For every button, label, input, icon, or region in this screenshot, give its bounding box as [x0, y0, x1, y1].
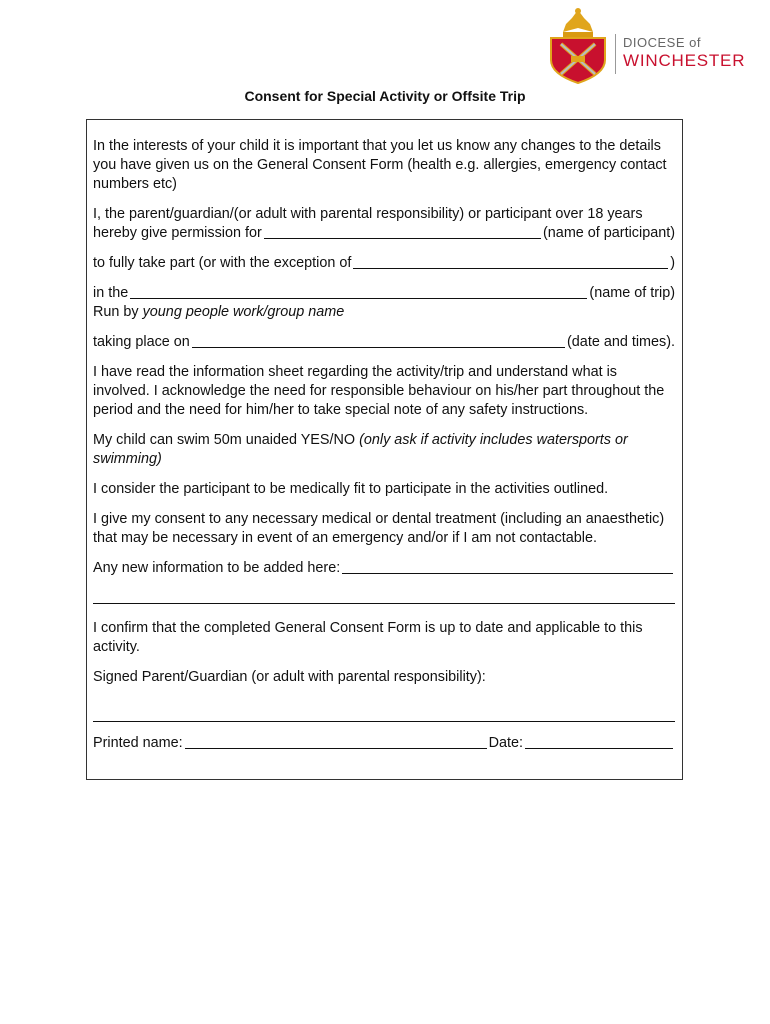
- trip-suffix: (name of trip): [589, 285, 675, 301]
- new-info-field-line2[interactable]: [93, 589, 675, 604]
- taking-place-prefix: taking place on: [93, 334, 190, 350]
- trip-prefix: in the: [93, 285, 129, 301]
- exception-row: [93, 254, 675, 273]
- trip-name-field[interactable]: [130, 284, 587, 299]
- permission-prefix: hereby give permission for: [93, 225, 262, 241]
- medically-fit-text: I consider the participant to be medically fit to participate in the activities outlined.: [93, 481, 609, 497]
- trip-block: [93, 284, 675, 322]
- signature-field[interactable]: [93, 707, 675, 722]
- printed-name-field[interactable]: [185, 734, 487, 749]
- date-times-field[interactable]: [192, 333, 565, 348]
- diocese-logo: [547, 8, 747, 88]
- exception-suffix: ): [670, 255, 675, 271]
- info-sheet-text: I have read the information sheet regarding the activity/trip and understand what is involved. I acknowledge the need for responsible behaviour on his/her part throughout the period and the need for him/her to take special note of any safety instructions.: [93, 364, 665, 418]
- exception-field[interactable]: [353, 254, 668, 269]
- logo-line2: WINCHESTER: [623, 51, 746, 70]
- new-info-field[interactable]: [342, 559, 673, 574]
- taking-place-suffix: (date and times).: [567, 334, 675, 350]
- consent-treatment-text: I give my consent to any necessary medical or dental treatment (including an anaesthetic) that may be necessary in event of an emergency and/or if I am not contactable.: [93, 511, 665, 546]
- date-label: Date:: [488, 735, 523, 751]
- new-info-row: [93, 559, 675, 578]
- page-title: Consent for Special Activity or Offsite Trip: [244, 88, 526, 104]
- trip-row: [93, 284, 675, 303]
- exception-prefix: to fully take part (or with the exception of: [93, 255, 352, 271]
- signed-label: Signed Parent/Guardian (or adult with parental responsibility):: [93, 669, 486, 685]
- confirm-text: I confirm that the completed General Consent Form is up to date and applicable to this activity.: [93, 620, 643, 655]
- run-by-group: young people work/group name: [142, 304, 345, 320]
- permission-suffix: (name of participant): [543, 225, 675, 241]
- swim-question: My child can swim 50m unaided YES/NO: [93, 432, 356, 448]
- swim-text: [93, 431, 675, 469]
- logo-divider: [615, 34, 616, 74]
- participant-name-field[interactable]: [264, 224, 541, 239]
- date-field[interactable]: [525, 734, 673, 749]
- printed-name-row: [93, 734, 675, 753]
- swim-note: (only ask if activity includes watersports or swimming): [93, 432, 628, 467]
- intro-text: In the interests of your child it is important that you let us know any changes to the details you have given us on the General Consent Form (health e.g. allergies, emergency contact numbers etc): [93, 138, 667, 192]
- run-by-prefix: Run by: [93, 304, 139, 320]
- permission-block: [93, 205, 675, 243]
- logo-line1: DIOCESE of: [623, 35, 701, 50]
- permission-row: [93, 224, 675, 243]
- permission-line1: I, the parent/guardian/(or adult with parental responsibility) or participant over 18 years: [93, 206, 643, 222]
- taking-place-row: [93, 333, 675, 352]
- logo-text: [623, 36, 745, 72]
- printed-name-label: Printed name:: [93, 735, 183, 751]
- form-content: [93, 137, 675, 753]
- run-by-line: [93, 303, 675, 322]
- new-info-label: Any new information to be added here:: [93, 560, 341, 576]
- mitre-shield-icon: [547, 8, 609, 84]
